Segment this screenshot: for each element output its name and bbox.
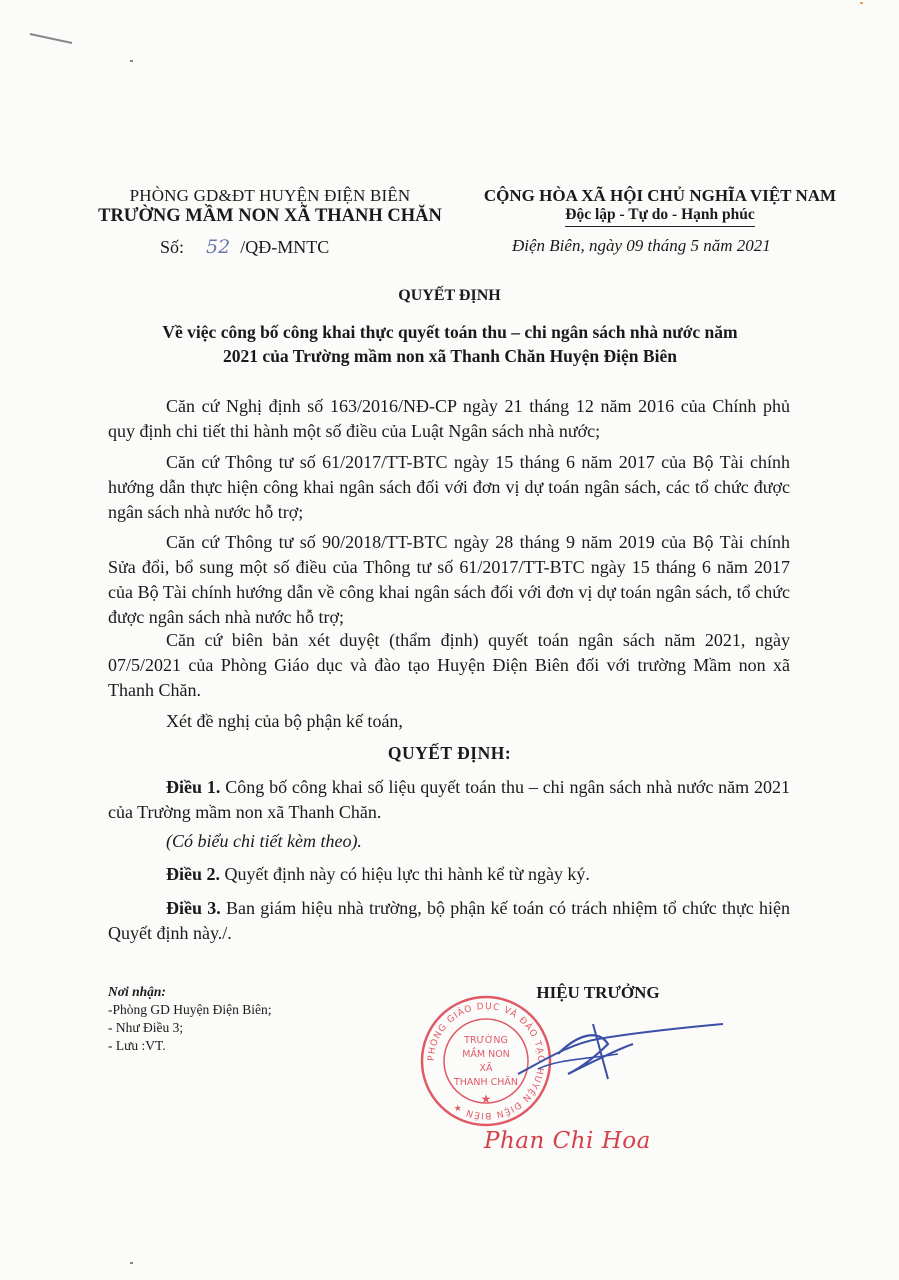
decision-heading: QUYẾT ĐỊNH: bbox=[387, 743, 512, 763]
scan-speck bbox=[130, 60, 133, 62]
basis-paragraph: Căn cứ Thông tư số 61/2017/TT-BTC ngày 15 tháng 6 năm 2017 của Bộ Tài chính hướng dẫn thực hiện công khai ngân sách đối với đơn vị dự toán ngân sách, các tổ chức được ngân sách nhà nước hỗ trợ; bbox=[108, 452, 790, 522]
subtitle-line: Về việc công bố công khai thực quyết toán thu – chi ngân sách nhà nước năm bbox=[162, 322, 738, 342]
issuer-block bbox=[60, 186, 480, 227]
issuer-parent: PHÒNG GD&ĐT HUYỆN ĐIỆN BIÊN bbox=[129, 186, 411, 205]
national-motto: Độc lập - Tự do - Hạnh phúc bbox=[565, 206, 754, 227]
recipient-item: - Lưu :VT. bbox=[108, 1038, 166, 1053]
article-note: (Có biểu chi tiết kèm theo). bbox=[166, 831, 362, 851]
signer-position: HIỆU TRƯỞNG bbox=[536, 983, 660, 1002]
basis-paragraph: Căn cứ biên bản xét duyệt (thẩm định) quyết toán ngân sách năm 2021, ngày 07/5/2021 của Phòng Giáo dục và đào tạo Huyện Điện Biên đối với trường Mầm non xã Thanh Chăn. bbox=[108, 630, 790, 700]
recipients-heading: Nơi nhận: bbox=[108, 984, 166, 999]
document-subtitle bbox=[80, 320, 820, 368]
svg-text:XÃ: XÃ bbox=[479, 1063, 493, 1074]
scan-speck bbox=[130, 1262, 133, 1264]
basis-paragraph: Xét đề nghị của bộ phận kế toán, bbox=[166, 711, 403, 731]
handwritten-signature bbox=[498, 1014, 728, 1094]
national-heading bbox=[470, 186, 850, 227]
issuer-name: TRƯỜNG MẦM NON XÃ THANH CHĂN bbox=[98, 206, 442, 226]
number-suffix: /QĐ-MNTC bbox=[240, 237, 330, 257]
document-title: QUYẾT ĐỊNH bbox=[398, 287, 501, 304]
scan-mark bbox=[28, 30, 78, 50]
article-1: Điều 1. Công bố công khai số liệu quyết toán thu – chi ngân sách nhà nước năm 2021 của Trường mầm non xã Thanh Chăn. bbox=[108, 777, 791, 822]
article-3: Điều 3. Ban giám hiệu nhà trường, bộ phận kế toán có trách nhiệm tổ chức thực hiện Quyết định này./. bbox=[108, 898, 791, 943]
number-value: 52 bbox=[206, 236, 231, 258]
article-2: Điều 2. Quyết định này có hiệu lực thi hành kể từ ngày ký. bbox=[166, 864, 590, 884]
subtitle-line: 2021 của Trường mầm non xã Thanh Chăn Huyện Điện Biên bbox=[223, 346, 677, 366]
signer-name: Phan Chi Hoa bbox=[484, 1128, 651, 1154]
basis-paragraph: Căn cứ Thông tư số 90/2018/TT-BTC ngày 28 tháng 9 năm 2019 của Bộ Tài chính Sửa đổi, bổ sung một số điều của Thông tư số 61/2017/TT-BTC ngày 15 tháng 6 năm 2017 của Bộ Tài chính hướng dẫn về công khai ngân sách đối với đơn vị dự toán ngân sách, tổ chức được ngân sách nhà nước hỗ trợ; bbox=[108, 532, 790, 627]
recipient-item: - Như Điều 3; bbox=[108, 1020, 184, 1035]
svg-text:PHÒNG GIÁO DỤC VÀ ĐÀO TẠO HUYỆ: PHÒNG GIÁO DỤC VÀ ĐÀO TẠO HUYỆN ĐIỆN BIÊN ★ bbox=[426, 1001, 546, 1121]
country-name: CỘNG HÒA XÃ HỘI CHỦ NGHĨA VIỆT NAM bbox=[483, 186, 837, 205]
place-date: Điện Biên, ngày 09 tháng 5 năm 2021 bbox=[512, 236, 771, 255]
document-number bbox=[160, 236, 329, 258]
svg-text:TRƯỜNG: TRƯỜNG bbox=[464, 1035, 508, 1046]
number-label: Số: bbox=[160, 237, 185, 257]
svg-text:THANH CHĂN: THANH CHĂN bbox=[453, 1077, 519, 1088]
basis-paragraph: Căn cứ Nghị định số 163/2016/NĐ-CP ngày 21 tháng 12 năm 2016 của Chính phủ quy định chi tiết thi hành một số điều của Luật Ngân sách nhà nước; bbox=[108, 396, 790, 441]
recipients-block bbox=[108, 983, 271, 1055]
scan-speck bbox=[860, 2, 863, 4]
svg-text:★: ★ bbox=[480, 1092, 492, 1106]
svg-text:MẦM NON: MẦM NON bbox=[462, 1049, 510, 1060]
recipient-item: -Phòng GD Huyện Điện Biên; bbox=[108, 1002, 272, 1017]
